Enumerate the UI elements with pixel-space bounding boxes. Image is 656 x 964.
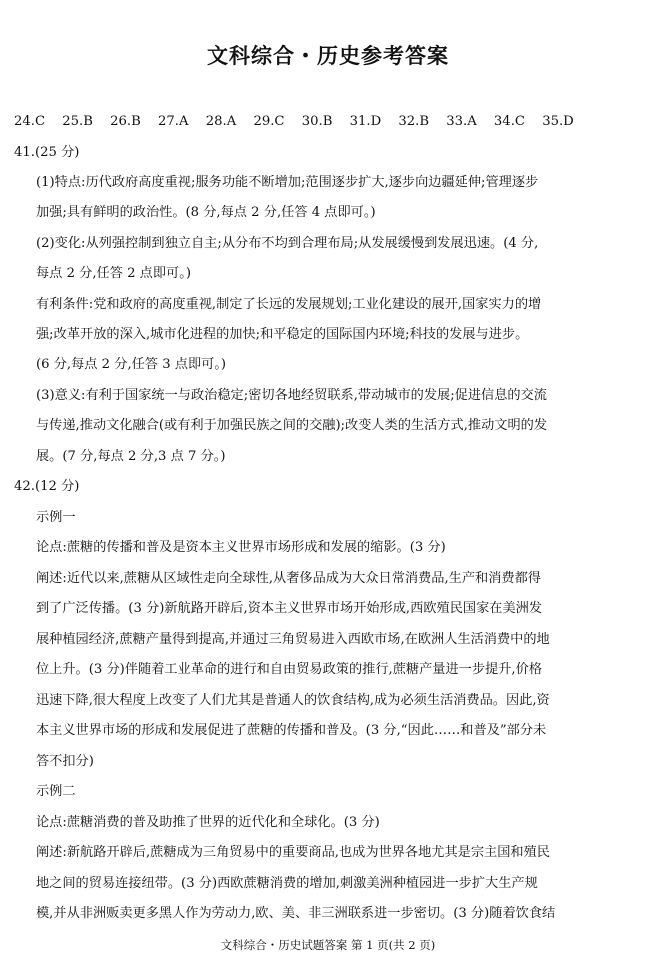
answer-line: 论点:蔗糖的传播和普及是资本主义世界市场形成和发展的缩影。(3 分) (36, 540, 446, 555)
mcq-answer: 34.C (493, 114, 525, 129)
mcq-answer: 32.B (398, 114, 430, 129)
answer-line: (3)意义:有利于国家统一与政治稳定;密切各地经贸联系,带动城市的发展;促进信息的交流 (36, 388, 547, 403)
answer-line: 阐述:近代以来,蔗糖从区域性走向全球性,从奢侈品成为大众日常消费品,生产和消费都得 (36, 571, 541, 586)
mcq-answer: 28.A (205, 114, 237, 129)
answer-line: 每点 2 分,任答 2 点即可。) (36, 266, 191, 281)
page-title: 文科综合・历史参考答案 (207, 44, 449, 68)
example-heading: 示例二 (36, 784, 76, 799)
answer-line: 强;改革开放的深入,城市化进程的加快;和平稳定的国际国内环境;科技的发展与进步。 (36, 327, 529, 342)
answer-line: (2)变化:从列强控制到独立自主;从分布不均到合理布局;从发展缓慢到发展迅速。(4 分, (36, 236, 539, 251)
answer-line: 地之间的贸易连接纽带。(3 分)西欧蔗糖消费的增加,刺激美洲种植园进一步扩大生产规 (36, 876, 538, 891)
mcq-answer: 24.C (14, 114, 46, 129)
answer-line: 有利条件:党和政府的高度重视,制定了长远的发展规划;工业化建设的展开,国家实力的增 (36, 297, 542, 312)
answer-line: (6 分,每点 2 分,任答 3 点即可。) (36, 357, 227, 372)
answer-line: 答不扣分) (36, 754, 94, 769)
mcq-answer: 26.B (110, 114, 141, 129)
answer-line: 阐述:新航路开辟后,蔗糖成为三角贸易中的重要商品,也成为世界各地尤其是宗主国和殖民 (36, 845, 550, 860)
mcq-answer: 33.A (446, 114, 477, 129)
mcq-answer: 29.C (253, 114, 285, 129)
answer-line: 展。(7 分,每点 2 分,3 点 7 分。) (36, 449, 226, 464)
question-42-heading: 42.(12 分) (14, 479, 80, 494)
mcq-answer: 25.B (62, 114, 93, 129)
mcq-answer: 30.B (301, 114, 333, 129)
mcq-answer: 35.D (542, 114, 574, 129)
answer-line: 到了广泛传播。(3 分)新航路开辟后,资本主义世界市场开始形成,西欧殖民国家在美洲发 (36, 601, 543, 616)
answer-line: 模,并从非洲贩卖更多黑人作为劳动力,欧、美、非三洲联系进一步密切。(3 分)随着饮食结 (36, 906, 556, 921)
answer-line: 与传递,推动文化融合(或有利于加强民族之间的交融);改变人类的生活方式,推动文明的发 (36, 418, 548, 433)
mcq-answer: 27.A (158, 114, 189, 129)
answer-line: 展种植园经济,蔗糖产量得到提高,并通过三角贸易进入西欧市场,在欧洲人生活消费中的地 (36, 632, 550, 647)
answer-line: (1)特点:历代政府高度重视;服务功能不断增加;范围逐步扩大,逐步向边疆延伸;管理逐步 (36, 175, 539, 190)
answer-line: 论点:蔗糖消费的普及助推了世界的近代化和全球化。(3 分) (36, 815, 380, 830)
mcq-answers-row (14, 112, 644, 132)
question-41-heading: 41.(25 分) (14, 145, 80, 160)
page-footer: 文科综合・历史试题答案 第 1 页(共 2 页) (220, 938, 436, 952)
answer-line: 加强;具有鲜明的政治性。(8 分,每点 2 分,任答 4 点即可。) (36, 205, 376, 220)
example-heading: 示例一 (36, 510, 76, 525)
answer-line: 本主义世界市场的形成和发展促进了蔗糖的传播和普及。(3 分,“因此……和普及”部分未 (36, 723, 547, 738)
answer-line: 位上升。(3 分)伴随着工业革命的进行和自由贸易政策的推行,蔗糖产量进一步提升,价格 (36, 662, 543, 677)
mcq-answer: 31.D (349, 114, 382, 129)
answer-line: 迅速下降,很大程度上改变了人们尤其是普通人的饮食结构,成为必须生活消费品。因此,资 (36, 693, 550, 708)
